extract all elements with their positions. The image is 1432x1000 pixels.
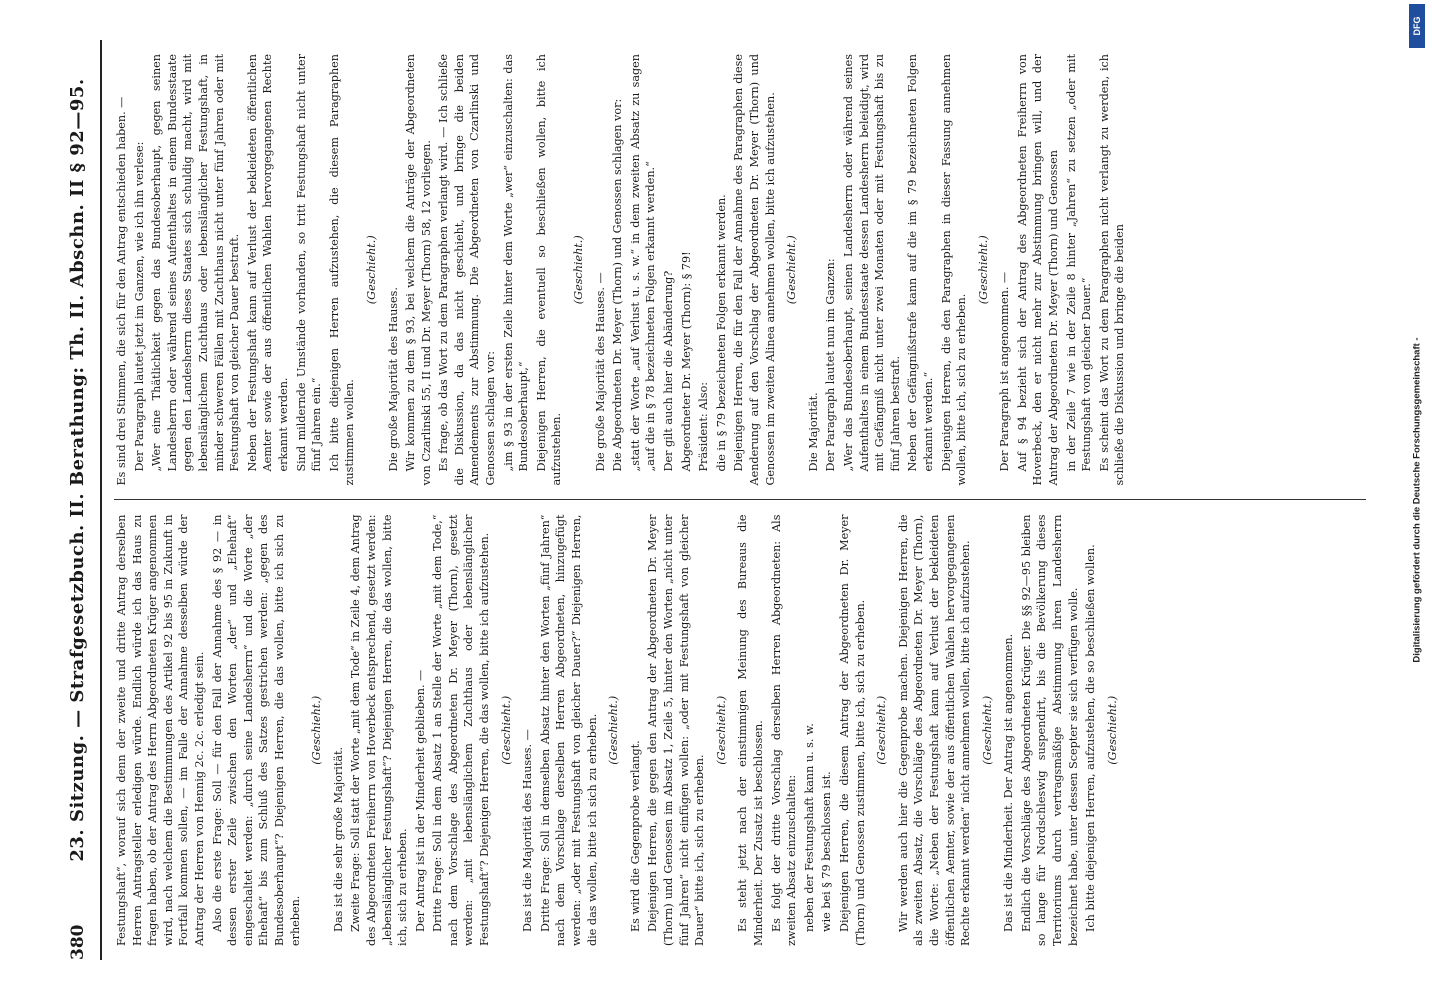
paragraph: Es wird die Gegenprobe verlangt. [628,740,642,932]
running-head [67,40,102,960]
paragraph: Ich bitte diejenigen Herren aufzustehen, die diesem Paragraphen zustimmen wollen. [327,54,357,486]
paragraph: Ich bitte diejenigen Herren, aufzustehen, die so beschließen wollen. [1084,544,1098,932]
quoted-text: neben der Festungshaft kann u. s. w. [802,723,816,932]
paragraph: Präsident: Also: [697,381,711,472]
page-number: 380 [68,924,88,960]
stage-direction: (Geschieht.) [364,235,378,305]
paragraph: Der gilt auch hier die Abänderung? [662,270,675,472]
stage-direction: (Geschieht.) [785,235,799,305]
funding-credit-text: Digitalisierung gefördert durch die Deutsche Forschungsgemeinschaft - [1411,337,1423,663]
paragraph: wie bei § 79 beschlossen ist. [820,771,834,932]
paragraph: Diejenigen Herren, die eventuell so beschließen wollen, bitte ich aufzustehen. [534,54,564,486]
left-column [114,500,1366,961]
quoted-text: Neben der Gefängnißstrafe kann auf die im § 79 bezeichneten Folgen erkannt werden.“ [906,54,935,472]
stage-direction: (Geschieht.) [714,695,728,765]
paragraph: Der Paragraph lautet nun im Ganzen: [824,258,838,472]
paragraph: Es steht jetzt nach der einstimmigen Meinung des Bureaus die Minderheit. Der Zusatz ist beschlossen. [736,514,765,946]
paragraph: Endlich die Vorschläge des Abgeordneten Krüger. Die §§ 92—95 bleiben so lange für Nordschleswig suspendirt, bis die Bevölkerung dieses Territoriums durch vertragsmäßige Abstimmung ihren Landesherrn bezeichnet habe, unter dessen Scepter sie sich verfügen wolle. [1019,514,1080,946]
stage-direction: (Geschieht.) [572,235,586,305]
paragraph: Die Majorität. [806,392,820,472]
quoted-text: Neben der Festungshaft kann auf Verlust der bekleideten öffentlichen Aemter sowie der aus öffentlichen Wahlen hervorgegangenen Rechte erkannt werden. [245,54,290,472]
document-page [36,30,1396,970]
paragraph: Auf § 94 bezieht sich der Antrag des Abgeordneten Freiherrn von Hoverbeck, den er nicht mehr zur Abstimmung bringen will, und der Antrag der Abgeordneten Dr. Meyer (Thorn) und Genossen [1015,54,1061,486]
paragraph: Diejenigen Herren, die diesem Antrag der Abgeordneten Dr. Meyer (Thorn) und Genossen zustimmen, bitte ich, sich zu erheben. [837,514,867,946]
paragraph: Diejenigen Herren, die gegen den Antrag der Abgeordneten Dr. Meyer (Thorn) und Genossen im Absatz 1, Zeile 5, hinter den Worten „nicht unter fünf Jahren“ nicht einfügen wollen: „oder mit Festungshaft von gleicher Dauer“ bitte ich, sich zu erheben. [646,514,707,946]
paragraph: Der Paragraph lautet jetzt im Ganzen, wie ich ihn verlese: [132,141,146,472]
quoted-text: „statt der Worte „auf Verlust u. s. w.“ in dem zweiten Absatz zu sagen „auf die in § 78 bezeichneten Folgen erkannt werden.“ [628,54,658,472]
quoted-text: „Wer eine Thätlichkeit gegen das Bundesoberhaupt, gegen seinen Landesherrn oder während seines Aufenthaltes in einem Bundesstaate gegen den Landesherrn dieses Staates sich schuldig macht, wird mit lebenslänglichem Zuchthaus oder lebenslänglicher Festungshaft, in minder schweren Fällen mit Zuchthaus nicht unter fünf Jahren oder mit Festungshaft von gleicher Dauer bestraft. [150,54,242,472]
quoted-text: Sind mildernde Umstände vorhanden, so tritt Festungshaft nicht unter fünf Jahren ein.“ [294,54,324,472]
paragraph: Der Paragraph ist angenommen. — [998,271,1012,472]
paragraph: Das ist die sehr große Majorität. [331,746,345,932]
funding-credit [1406,0,1428,1000]
stage-direction: (Geschieht.) [1105,695,1119,765]
right-column [114,40,1366,500]
paragraph: Wir kommen zu dem § 93, bei welchem die Anträge der Abgeordneten von Czarlinski 55, II und Dr. Meyer (Thorn) 58, 12 vorliegen. [404,54,433,486]
paragraph: Festungshaft“, worauf sich denn der zweite und dritte Antrag derselben Herren Antragsteller erledigen würde. Endlich würde ich das Haus zu fragen haben, ob der Antrag des Herrn Abgeordneten Krüger angenommen wird, nach welchem die Bestimmungen des Artikel 92 bis 95 in Zukunft in Fortfall kommen sollen, — im Falle der Annahme desselben würde der Antrag der Herren von Hennig 2c. 2c. erledigt sein. [115,514,206,946]
paragraph: Also die erste Frage: Soll — für den Fall der Annahme des § 92 — in dessen erster Zeile zwischen den Worten „der“ und „Ehehaft“ eingeschaltet werden: „durch seine Landesherrn“ und die Worte „der Ehehaft“ bis zum Schluß des Satzes gestrichen werden: „gegen des Bundesoberhaupt“? Diejenigen Herren, die das wollen, bitte ich sich zu erheben. [210,514,302,946]
quoted-text: die in § 79 bezeichneten Folgen erkannt werden. [714,194,728,472]
paragraph: Abgeordneter Dr. Meyer (Thorn): § 79! [679,251,693,472]
stage-direction: (Geschieht.) [980,695,994,765]
stage-direction: (Geschieht.) [607,695,621,765]
paragraph: Es scheint das Wort zu dem Paragraphen nicht verlangt zu werden, ich schließe die Diskussion und bringe die beiden [1097,54,1127,486]
stage-direction: (Geschieht.) [875,695,889,765]
dfg-logo-text: DFG [1412,16,1422,36]
paragraph: Dritte Frage: Soll in dem Absatz 1 an Stelle der Worte „mit dem Tode,“ nach dem Vorschlage des Abgeordneten Dr. Meyer (Thorn), gesetzt werden: „mit lebenslänglichem Zuchthaus oder lebenslänglicher Festungshaft“? Diejenigen Herren, die das wollen, bitte ich aufzustehen. [431,514,492,946]
paragraph: Das ist die Minderheit. Der Antrag ist angenommen. [1002,633,1016,932]
quoted-text: „im § 93 in der ersten Zeile hinter dem Worte „wer“ einzuschalten: das Bundesoberhaupt,“ [501,54,531,472]
quoted-text: in der Zeile 7 wie in der Zeile 8 hinter „Jahren“ zu setzen „oder mit Festungshaft von gleicher Dauer.“ [1064,54,1094,472]
paragraph: Die große Majorität des Hauses. — [593,272,607,472]
paragraph: Es frage, ob das Wort zu dem Paragraphen verlangt wird. — Ich schließe die Diskussion, da das nicht geschieht, und bringe die beiden Amendements zur Abstimmung. Die Abgeordneten von Czarlinski und Genossen schlagen vor: [437,54,498,486]
page-title: 23. Sitzung. — Strafgesetzbuch. II. Berathung: Th. II. Abschn. II § 92—95. [67,78,88,862]
stage-direction: (Geschieht.) [310,695,324,765]
paragraph: Diejenigen Herren, die den Paragraphen in dieser Fassung annehmen wollen, bitte ich, sich zu erheben. [939,54,969,486]
paragraph: Die große Majorität des Hauses. [386,287,400,472]
paragraph: Wir werden auch hier die Gegenprobe machen. Diejenigen Herren, die als zweiten Absatz, die Vorschläge des Abgeordneten Dr. Meyer (Thorn), die Worte: „Neben der Festungshaft kann auf Verlust der bekleideten öffentlichen Aemter, sowie der aus öffentlichen Wahlen hervorgegangenen Rechte erkannt werden“ nicht annehmen wollen, bitte ich aufzustehen. [896,514,973,946]
paragraph: Dritte Frage: Soll in demselben Absatz hinter den Worten „fünf Jahren“ nach dem Vorschlage derselben Herren Abgeordneten, hinzugefügt werden: „oder mit Festungshaft von gleicher Dauer?“ Diejenigen Herren, die das wollen, bitte ich sich zu erheben. [538,514,599,946]
paragraph: Das ist die Majorität des Hauses. — [521,729,535,932]
stage-direction: (Geschieht.) [976,235,990,305]
stage-direction: (Geschieht.) [499,695,513,765]
paragraph: Die Abgeordneten Dr. Meyer (Thorn) und Genossen schlagen vor: [611,98,625,472]
paragraph: Der Antrag ist in der Minderheit geblieben. — [413,669,427,932]
paragraph: Es folgt der dritte Vorschlag derselben Herren Abgeordneten: Als zweiten Absatz einzuschalten: [769,514,799,946]
paragraph: Zweite Frage: Soll statt der Worte „mit dem Tode“ in Zeile 4, dem Antrag des Abgeordneten Freiherrn von Hoverbeck entsprechend, gesetzt werden: „lebenslänglicher Festungshaft“? Diejenigen Herren, die das wollen, bitte ich, sich zu erheben. [349,514,410,946]
paragraph: Es sind drei Stimmen, die sich für den Antrag entschieden haben. — [115,96,128,486]
quoted-text: „Wer das Bundesoberhaupt, seinen Landesherrn oder während seines Aufenthaltes in einem Bundesstaate dessen Landesherrn beleidigt, wird mit Gefängniß nicht unter zwei Monaten oder mit Festungshaft bis zu fünf Jahren bestraft. [841,54,902,472]
paragraph: Diejenigen Herren, die für den Fall der Annahme des Paragraphen diese Aenderung auf den Vorschlag der Abgeordneten Dr. Meyer (Thorn) und Genossen im zweiten Alinea annehmen wollen, bitte ich aufzustehen. [732,54,777,486]
text-columns [114,40,1366,960]
